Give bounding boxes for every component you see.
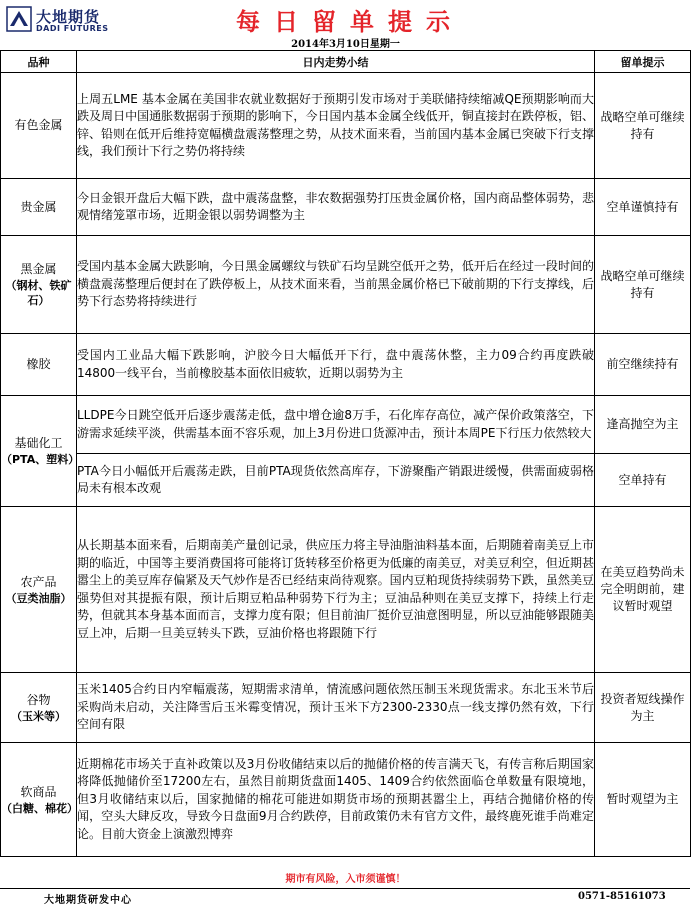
- category-name: 基础化工: [14, 436, 63, 450]
- table-row: [1, 396, 691, 454]
- category-name: 农产品: [20, 574, 57, 589]
- table-row: [1, 507, 691, 673]
- summary-cell: 今日金银开盘后大幅下跌，盘中震荡盘整，非农数据强势打压贵金属价格，国内商品整体弱势，悲观情绪笼罩市场，近期金银以弱势调整为主: [77, 179, 595, 236]
- summary-cell: 受国内工业品大幅下跌影响，沪胶今日大幅低开下行，盘中震荡休整，主力09合约再度跌破14800一线平台，当前橡胶基本面依旧疲软，近期以弱势为主: [77, 334, 595, 396]
- tip-cell: 战略空单可继续持有: [595, 73, 691, 179]
- report-date: 2014年3月10日星期一: [291, 39, 400, 50]
- category-cell: [1, 236, 77, 334]
- column-header-category: 品种: [1, 51, 77, 73]
- footer-divider: [0, 888, 690, 889]
- summary-cell: 上周五LME 基本金属在美国非农就业数据好于预期引发市场对于美联储持续缩减QE预期影响而大跌及周日中国通胀数据弱于预期的影响下，今日国内基本金属全线低开，铜直接封在跌停板，铝、锌、铅则在低开后维持宽幅横盘震荡整理之势，从技术面来看，当前国内基本金属已突破下行支撑线，我们预计下行之势仍将持续: [77, 73, 595, 179]
- summary-cell: 玉米1405合约日内窄幅震荡，短期需求清单，情流感问题依然压制玉米现货需求。东北玉米节后采购尚未启动，关注降雪后玉米霉变情况，预计玉米下方2300-2330点一线支撑仍然有效，下行空间有限: [77, 673, 595, 743]
- table-row: [1, 179, 691, 236]
- summary-cell: 受国内基本金属大跌影响，今日黑金属螺纹与铁矿石均呈跳空低开之势，低开后在经过一段时间的横盘震荡整理后便封在了跌停板上，从技术面来看，当前黑金属价格已下破前期的下行支撑线，后势下行态势将持续进行: [77, 236, 595, 334]
- category-cell: [1, 179, 77, 236]
- tip-cell: 在美豆趋势尚未完全明朗前，建议暂时观望: [595, 507, 691, 673]
- column-header-tip: 留单提示: [595, 51, 691, 73]
- tips-table: [0, 50, 691, 857]
- column-header-summary: 日内走势小结: [77, 51, 595, 73]
- category-cell: [1, 73, 77, 179]
- tip-cell: 暂时观望为主: [595, 743, 691, 857]
- summary-cell: PTA今日小幅低开后震荡走跌，目前PTA现货依然高库存，下游聚酯产销跟进缓慢，供需面疲弱格局未有根本改观: [77, 454, 595, 507]
- tip-cell: 空单持有: [595, 454, 691, 507]
- category-cell: [1, 673, 77, 743]
- category-name: 软商品: [20, 784, 57, 799]
- category-cell: [1, 334, 77, 396]
- tip-cell: 前空继续持有: [595, 334, 691, 396]
- category-cell: [1, 507, 77, 673]
- category-subtitle: （玉米等）: [11, 709, 66, 723]
- research-center-name: 大地期货研发中心: [44, 895, 132, 906]
- table-row: [1, 454, 691, 507]
- tip-cell: 投资者短线操作为主: [595, 673, 691, 743]
- category-name: 有色金属: [14, 118, 63, 132]
- category-subtitle: （钢材、铁矿石）: [5, 279, 72, 307]
- table-row: [1, 236, 691, 334]
- tip-cell: 战略空单可继续持有: [595, 236, 691, 334]
- summary-cell: 从长期基本面来看，后期南美产量创记录，供应压力将主导油脂油料基本面，后期随着南美豆上市期的临近，中国等主要消费国将可能将订货转移至价格更为低廉的南美豆，对美豆利空，但近期甚嚣尘上的美豆库存偏紧及天气炒作是否已经结束尚待观察。国内豆粕现货持续弱势下跌，虽然美豆强势但对其提振有限，预计后期豆粕品种弱势下行为主；豆油品种则在美豆支撑下，持续上行走势，但就其本身基本面而言，支撑力度有限；但目前油厂挺价豆油意图明显，所以豆油能够跟随美豆上冲，后期一旦美豆转头下跌，豆油价格也将跟随下行: [77, 507, 595, 673]
- summary-cell: 近期棉花市场关于直补政策以及3月份收储结束以后的抛储价格的传言满天飞，有传言称后期国家将降低抛储价至17200左右，虽然目前期货盘面1405、1409合约依然面临仓单数量有限境地，但3月收储结束以后，国家抛储的棉花可能进如期货市场的预期甚嚣尘上，再结合抛储价格的传闻，空头大肆反攻，导致今日盘面9月合约跌停，目前政策仍未有官方文件，最终鹿死谁手尚难定论。目前大资金上演激烈博弈: [77, 743, 595, 857]
- header: [0, 0, 691, 36]
- tip-cell: 逢高抛空为主: [595, 396, 691, 454]
- category-name: 黑金属: [20, 262, 57, 276]
- page-title: 每日留单提示: [236, 8, 464, 36]
- table-header-row: [1, 51, 691, 73]
- table-row: [1, 73, 691, 179]
- category-name: 谷物: [26, 692, 51, 707]
- category-subtitle: （PTA、塑料）: [1, 453, 80, 466]
- category-name: 贵金属: [20, 199, 57, 214]
- category-cell: [1, 396, 80, 507]
- logo-chinese-text: 大地期货: [36, 8, 101, 26]
- category-name: 橡胶: [26, 357, 51, 371]
- table-row: [1, 673, 691, 743]
- category-cell: [1, 743, 77, 857]
- dadi-logo-icon: [6, 6, 32, 32]
- category-subtitle: （白糖、棉花）: [1, 801, 78, 815]
- category-subtitle: （豆类油脂）: [5, 591, 72, 605]
- table-row: [1, 743, 691, 857]
- company-logo: [6, 4, 126, 34]
- risk-warning: 期市有风险，入市须谨慎！: [285, 874, 406, 885]
- logo-english-text: DADI FUTURES: [36, 24, 109, 33]
- table-row: [1, 334, 691, 396]
- contact-phone: 0571-85161073: [578, 891, 666, 902]
- tip-cell: 空单谨慎持有: [595, 179, 691, 236]
- summary-cell: LLDPE今日跳空低开后逐步震荡走低，盘中增仓逾8万手，石化库存高位，减产保价政策落空，下游需求延续平淡，供需基本面不容乐观，加上3月份进口货源冲击，预计本周PE下行压力依然较大: [77, 396, 595, 454]
